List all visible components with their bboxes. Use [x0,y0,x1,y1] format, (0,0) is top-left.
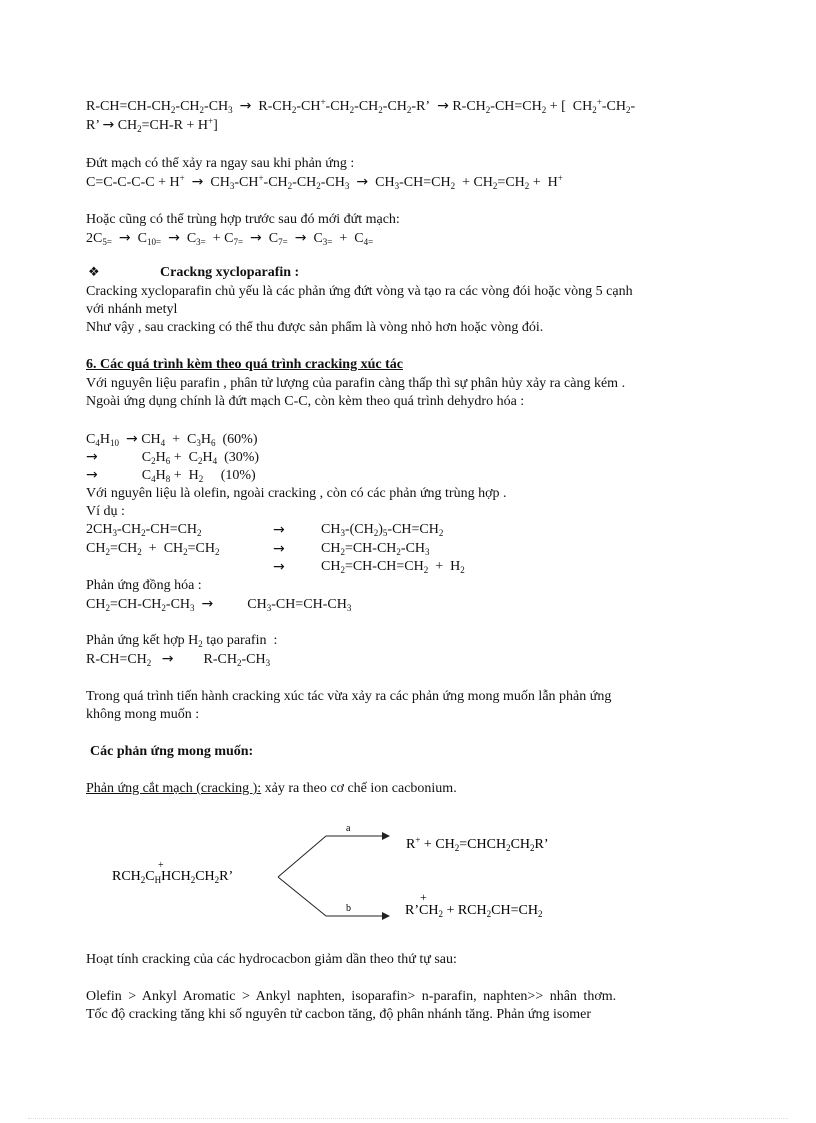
reaction-line-10: $CH_2=CH-CH_2-CH_3 \to CH_3-CH=CH-CH_3$ [86,596,352,613]
reaction-line-3: $C=C-C-C-C + H^+ \to CH_3-CH^+-CH_2-CH_2-CH_3 \to CH_3-CH=CH_2 + CH_2=CH_2 + H^+$ [86,173,563,191]
arrow: → [273,559,285,575]
cation-plus: + [158,860,164,871]
scheme-reactant: $RCH_2C_HHCH_2CH_2R$’ [112,869,234,885]
reaction-product: $CH_3-(CH_2)_5-CH=CH_2$ [321,522,444,538]
reaction-line-1: $R-CH=CH-CH_2-CH_2-CH_3 \to R-CH_2-CH^+-CH_2-CH_2-CH_2-R$’ → $R-CH_2-CH=CH_2$ + [ $CH_2^+-CH_2-$ [86,97,636,115]
branch-a-line [278,836,326,877]
section-heading: 6. Các quá trình kèm theo quá trình cracking xúc tác [86,357,403,372]
text-line: Với nguyên liệu là olefin, ngoài cracking , còn có các phản ứng trùng hợp . [86,486,507,501]
reaction-line-8: $2CH_3-CH_2-CH=CH_2$ [86,522,202,538]
text-line: Ví dụ : [86,504,125,519]
bullet-icon: ❖ [88,265,100,280]
text-line: không mong muốn : [86,707,200,722]
text-line [86,780,457,798]
cut-label: Phản ứng cắt mạch (cracking ): [86,781,262,796]
text-line: Ngoài ứng dụng chính là đứt mạch C-C, còn kèm theo quá trình dehydro hóa : [86,394,525,409]
arrow-a-head [382,832,390,840]
reaction-line-4: $2C_{5=} \to C_{10=} \to C_{3=} + C_{7=} \to C_{7=} \to C_{3=} + C_{4=}$ [86,230,374,247]
arrow-b-head [382,912,390,920]
text-line: Phản ứng đồng hóa : [86,578,202,593]
branch-a-label: a [346,823,351,834]
reaction-line-9: $CH_2=CH_2 + CH_2=CH_2$ [86,541,220,557]
cation-plus: + [420,890,427,904]
section-heading: Crackng xycloparafin : [160,265,300,280]
text-line: Đứt mạch có thể xảy ra ngay sau khi phản ứng : [86,156,355,171]
text-line: Hoạt tính cracking của các hydrocacbon giảm dần theo thứ tự sau: [86,952,457,967]
text-line: với nhánh metyl [86,302,178,317]
reaction-scheme [0,818,816,938]
reaction-line-5: $C_4H_{10} \to CH_4 + C_3H_6$ (60%) [86,431,258,448]
page-footer-line [28,1118,788,1119]
product-a: $R^+ + CH_2=CHCH_2CH_2R$’ [406,835,549,853]
arrow: → [273,541,285,557]
text-line: Hoặc cũng có thể trùng hợp trước sau đó mới đứt mạch: [86,212,400,227]
reaction-line-2: R’ → $CH_2=CH-R + H^+$] [86,116,218,134]
text-line: Trong quá trình tiến hành cracking xúc tác vừa xảy ra các phản ứng mong muốn lẫn phản ứng [86,689,612,704]
text-line: Với nguyên liệu parafin , phân tử lượng của parafin càng thấp thì sự phân hủy xảy ra càng kém . [86,376,626,391]
branch-b-line [278,877,326,916]
branch-b-label: b [346,903,351,914]
text-line: Như vậy , sau cracking có thể thu được sản phẩm là vòng nhỏ hơn hoặc vòng đói. [86,320,544,335]
subsection-heading: Các phản ứng mong muốn: [90,744,254,759]
reaction-line-11: $R-CH=CH_2$ → $R-CH_2-CH_3$ [86,651,271,668]
text-line: Olefin > Ankyl Aromatic > Ankyl naphten, isoparafin> n-parafin, naphten>> nhân thơm. [86,989,617,1004]
text-line: Tốc độ cracking tăng khi số nguyên tử cacbon tăng, độ phân nhánh tăng. Phản ứng isomer [86,1007,592,1022]
text-line: Cracking xycloparafin chủ yếu là các phản ứng đứt vòng và tạo ra các vòng đói hoặc vòng 5 cạnh [86,284,633,299]
text-line: Phản ứng kết hợp $H_2$ tạo parafin : [86,633,278,649]
reaction-line-7: → $C_4H_8 + H_2$ (10%) [86,467,256,484]
product-b: $R’CH_2 + RCH_2CH=CH_2$ [405,903,543,919]
arrow: → [273,522,285,538]
reaction-product: $CH_2=CH-CH_2-CH_3$ [321,541,430,557]
reaction-product: $CH_2=CH-CH=CH_2 + H_2$ [321,559,465,575]
reaction-line-6: → $C_2H_6 + C_2H_4$ (30%) [86,449,260,466]
cut-text: xảy ra theo cơ chế ion cacbonium. [264,781,457,796]
